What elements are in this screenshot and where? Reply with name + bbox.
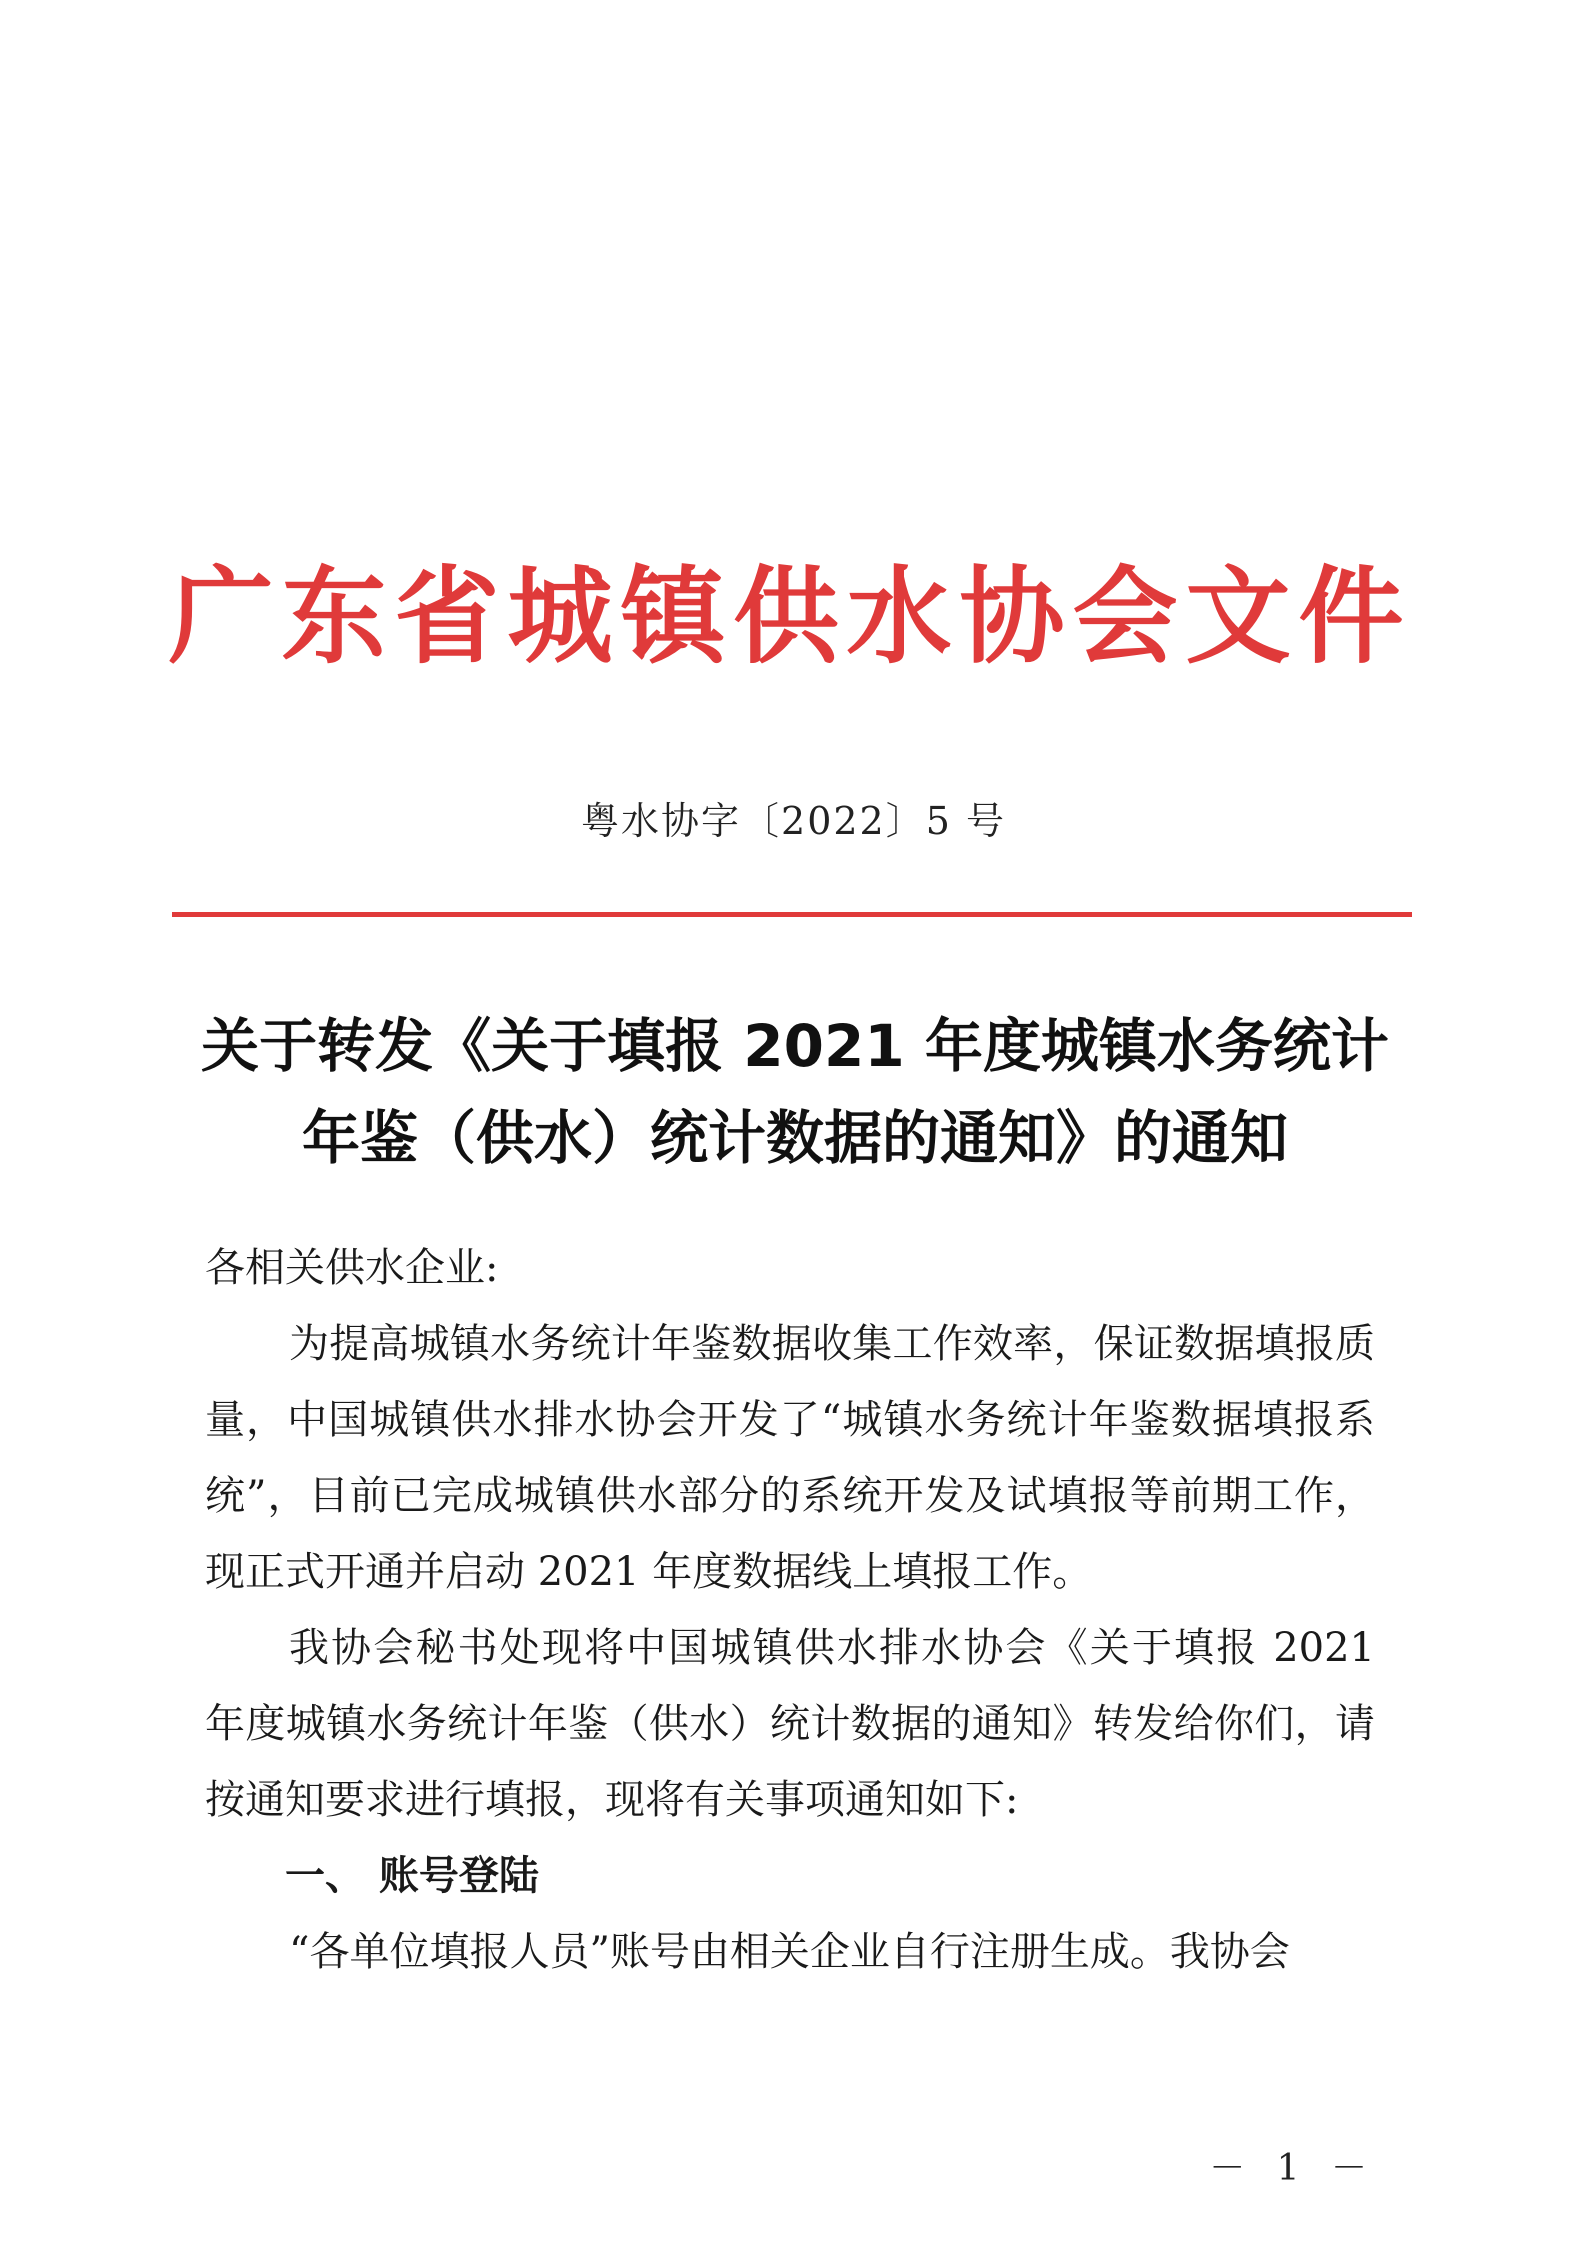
section-heading-1: 一、 账号登陆 [285, 1853, 539, 1899]
document-masthead: 广东省城镇供水协会文件 [168, 556, 1412, 678]
title-line-1: 关于转发《关于填报 2021 年度城镇水务统计 [201, 1012, 1389, 1080]
paragraph-2: 我协会秘书处现将中国城镇供水排水协会《关于填报 2021 年度城镇水务统计年鉴（供水）统计数据的通知》转发给你们，请按通知要求进行填报，现将有关事项通知如下: [205, 1625, 1375, 1823]
document-number: 粤水协字〔2022〕5 号 [581, 799, 1006, 843]
red-divider-line [172, 912, 1412, 917]
document-title [150, 1000, 1440, 1184]
salutation: 各相关供水企业: [205, 1245, 499, 1291]
paragraph-3: “各单位填报人员”账号由相关企业自行注册生成。我协会 [289, 1929, 1290, 1975]
document-body [205, 1230, 1375, 1990]
paragraph-1: 为提高城镇水务统计年鉴数据收集工作效率，保证数据填报质量，中国城镇供水排水协会开发了“城镇水务统计年鉴数据填报系统”，目前已完成城镇供水部分的系统开发及试填报等前期工作，现正式开通并启动 2021 年度数据线上填报工作。 [205, 1321, 1375, 1595]
page-number: － 1 － [1209, 2148, 1377, 2189]
title-line-2: 年鉴（供水）统计数据的通知》的通知 [301, 1104, 1288, 1172]
